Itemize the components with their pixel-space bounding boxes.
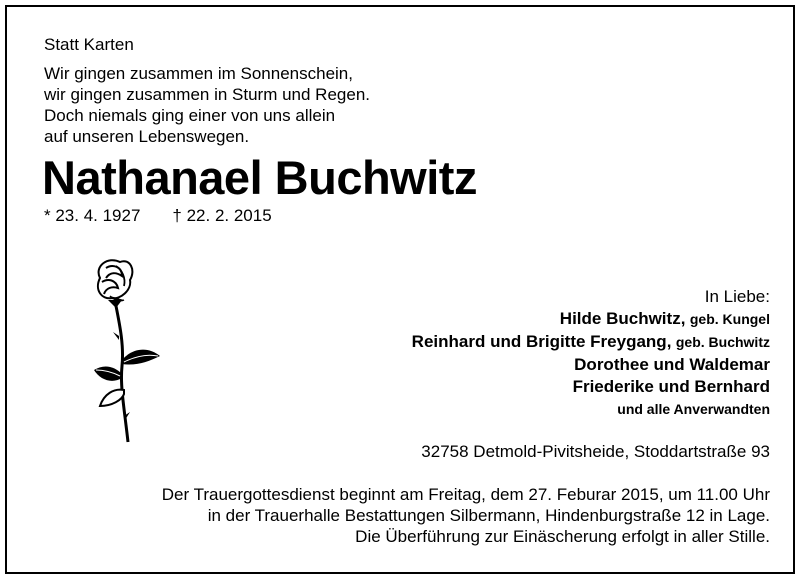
poem (44, 63, 370, 147)
mourner-name: Hilde Buchwitz, (559, 309, 686, 328)
poem-line: Wir gingen zusammen im Sonnenschein, (44, 64, 353, 83)
mourner-line: Dorothee und Waldemar (574, 355, 770, 374)
mourner-line (412, 331, 770, 354)
rose-icon (86, 256, 166, 446)
mourners-intro: In Liebe: (704, 287, 770, 306)
mourner-line (412, 308, 770, 331)
mourner-line: Friederike und Bernhard (572, 377, 770, 396)
service-line: Die Überführung zur Einäscherung erfolgt in aller Stille. (355, 527, 770, 546)
mourner-note: geb. Kungel (689, 311, 770, 327)
service-info (162, 484, 770, 547)
mourners-list (412, 286, 770, 420)
poem-line: Doch niemals ging einer von uns allein (44, 106, 336, 125)
life-dates (44, 206, 272, 226)
deceased-name: Nathanael Buchwitz (42, 151, 477, 204)
poem-line: auf unseren Lebenswegen. (44, 127, 250, 146)
mourner-line: und alle Anverwandten (617, 401, 770, 417)
service-line: in der Trauerhalle Bestattungen Silbermann, Hindenburgstraße 12 in Lage. (207, 506, 770, 525)
service-line: Der Trauergottesdienst beginnt am Freitag, dem 27. Feburar 2015, um 11.00 Uhr (161, 485, 770, 504)
mourner-name: Reinhard und Brigitte Freygang, (411, 332, 672, 351)
header-statt-karten: Statt Karten (44, 35, 134, 54)
family-address: 32758 Detmold-Pivitsheide, Stoddartstraße 93 (421, 442, 770, 461)
birth-date: * 23. 4. 1927 (44, 206, 141, 225)
death-date: † 22. 2. 2015 (172, 206, 272, 225)
mourner-note: geb. Buchwitz (675, 334, 770, 350)
poem-line: wir gingen zusammen in Sturm und Regen. (44, 85, 370, 104)
